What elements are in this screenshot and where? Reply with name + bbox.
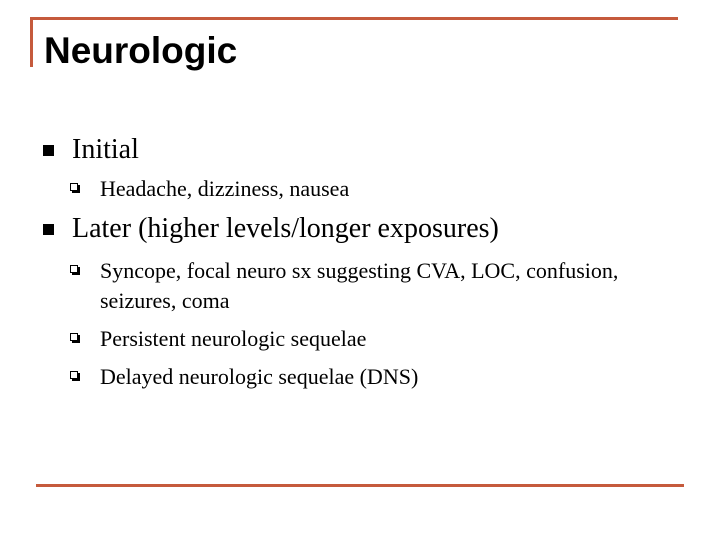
slide-title: Neurologic (44, 30, 238, 71)
hollow-square-bullet-icon (70, 333, 78, 341)
footer-divider (36, 484, 684, 487)
subitem-delayed: Delayed neurologic sequelae (DNS) (100, 364, 419, 389)
hollow-square-bullet-icon (70, 265, 78, 273)
square-bullet-icon (43, 145, 54, 156)
title-frame-top-line (30, 17, 678, 20)
subitem-syncope: Syncope, focal neuro sx suggesting CVA, LOC, confusion, seizures, coma (100, 258, 619, 313)
bullet-initial: Initial (72, 134, 139, 165)
square-bullet-icon (43, 224, 54, 235)
bullet-later: Later (higher levels/longer exposures) (72, 213, 499, 244)
title-frame-left-line (30, 17, 33, 67)
hollow-square-bullet-icon (70, 183, 78, 191)
hollow-square-bullet-icon (70, 371, 78, 379)
subitem-persistent: Persistent neurologic sequelae (100, 326, 367, 351)
subitem-headache: Headache, dizziness, nausea (100, 176, 350, 201)
